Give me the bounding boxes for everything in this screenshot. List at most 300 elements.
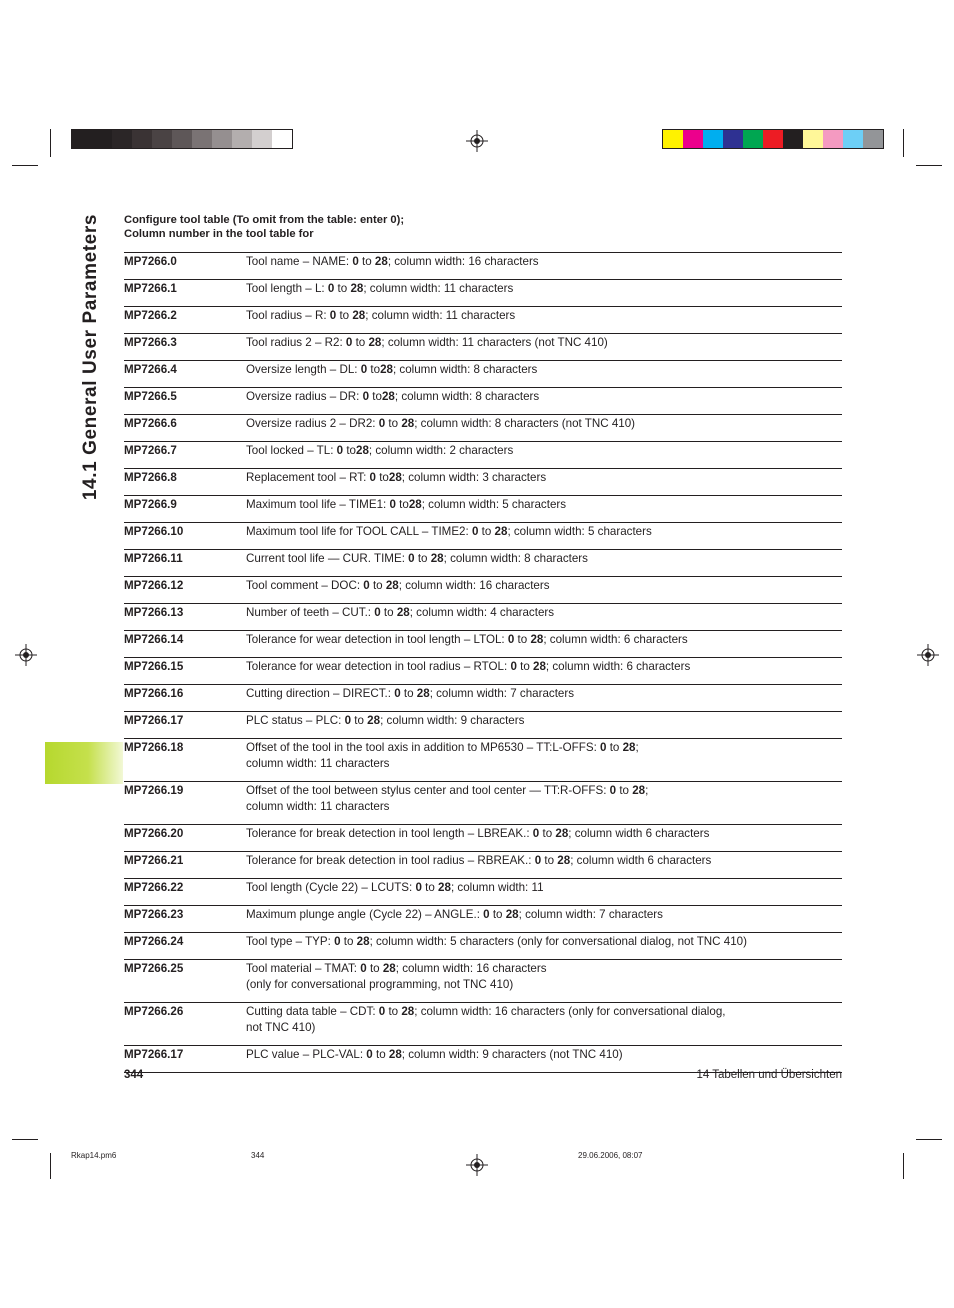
- parameter-description: [246, 523, 842, 550]
- parameter-code: MP7266.25: [124, 962, 184, 975]
- description-text: Cutting direction – DIRECT.:: [246, 687, 395, 700]
- description-text: ; column width: 8 characters: [443, 552, 588, 565]
- description-text: Tool type – TYP:: [246, 935, 335, 948]
- description-text: ; column width: 5 characters (only for conversational dialog, not TNC 410): [369, 935, 747, 948]
- parameter-description: [246, 442, 842, 469]
- parameter-description: [246, 739, 842, 782]
- table-row: [124, 906, 842, 933]
- parameter-code: MP7266.13: [124, 606, 184, 619]
- parameter-code: MP7266.5: [124, 390, 177, 403]
- parameter-code: MP7266.17: [124, 1048, 184, 1061]
- crop-mark: [903, 1153, 904, 1179]
- parameter-code: MP7266.26: [124, 1005, 184, 1018]
- description-line: [246, 713, 842, 729]
- section-title: 14.1 General User Parameters: [80, 214, 101, 501]
- table-row: [124, 825, 842, 852]
- description-text: ;: [635, 741, 639, 754]
- crop-mark: [50, 129, 51, 157]
- range-value: 28: [557, 854, 571, 867]
- description-text: to: [358, 255, 375, 268]
- parameter-description: [246, 496, 842, 523]
- parameter-code: MP7266.1: [124, 282, 177, 295]
- description-text: to: [489, 908, 506, 921]
- range-value: 28: [374, 255, 388, 268]
- range-value: 0: [363, 579, 370, 592]
- parameter-description: [246, 604, 842, 631]
- description-line: [246, 254, 842, 270]
- parameter-code: MP7266.8: [124, 471, 177, 484]
- parameter-code: MP7266.22: [124, 881, 184, 894]
- color-swatch: [723, 130, 743, 148]
- range-value: 28: [632, 784, 646, 797]
- color-swatch: [152, 130, 172, 148]
- table-row: [124, 415, 842, 442]
- description-line: [246, 443, 842, 459]
- parameter-description: [246, 825, 842, 852]
- description-text: ; column width: 16 characters (only for conversational dialog,: [414, 1005, 726, 1018]
- range-value: 0: [329, 309, 337, 322]
- range-value: 0: [600, 741, 607, 754]
- description-text: to: [380, 606, 397, 619]
- description-text: Replacement tool – RT:: [246, 471, 370, 484]
- chapter-tab: [45, 742, 123, 784]
- intro-line: Column number in the tool table for: [124, 228, 314, 240]
- description-text: to: [606, 741, 623, 754]
- description-text: Offset of the tool in the tool axis in addition to MP6530 – TT:L-OFFS:: [246, 741, 601, 754]
- range-value: 0: [408, 552, 415, 565]
- parameter-description: [246, 685, 842, 712]
- description-text: ; column width 6 characters: [570, 854, 712, 867]
- range-value: 0: [534, 854, 542, 867]
- crop-mark: [916, 1139, 942, 1140]
- description-line: (only for conversational programming, not TNC 410): [246, 978, 514, 991]
- chapter-footer: 14 Tabellen und Übersichten: [696, 1069, 842, 1081]
- description-text: Tool material – TMAT:: [246, 962, 361, 975]
- description-text: Tolerance for wear detection in tool radius – RTOL:: [246, 660, 511, 673]
- description-line: [246, 308, 842, 324]
- description-text: to: [478, 525, 495, 538]
- table-row: [124, 469, 842, 496]
- description-text: ;: [645, 784, 649, 797]
- color-swatch: [192, 130, 212, 148]
- description-text: Tolerance for break detection in tool radius – RBREAK.:: [246, 854, 535, 867]
- description-text: to: [395, 498, 409, 511]
- parameter-code: MP7266.17: [124, 714, 184, 727]
- description-text: Tolerance for wear detection in tool length – LTOL:: [246, 633, 508, 646]
- table-row: [124, 960, 842, 1003]
- description-line: [246, 416, 842, 432]
- table-row: [124, 361, 842, 388]
- description-text: Tool radius 2 – R2:: [246, 336, 346, 349]
- table-row: [124, 307, 842, 334]
- description-text: ; column width: 3 characters: [401, 471, 547, 484]
- parameter-code: MP7266.24: [124, 935, 184, 948]
- parameter-description: [246, 906, 842, 933]
- description-line: [246, 826, 842, 842]
- description-text: Tolerance for break detection in tool length – LBREAK.:: [246, 827, 533, 840]
- range-value: 28: [388, 471, 402, 484]
- description-text: to: [375, 471, 389, 484]
- description-text: to: [616, 784, 633, 797]
- description-text: PLC status – PLC:: [246, 714, 345, 727]
- color-swatch: [783, 130, 803, 148]
- range-value: 28: [381, 390, 395, 403]
- description-text: Current tool life — CUR. TIME:: [246, 552, 409, 565]
- parameter-description: [246, 879, 842, 906]
- description-text: Tool comment – DOC:: [246, 579, 364, 592]
- table-row: [124, 782, 842, 825]
- range-value: 28: [396, 606, 410, 619]
- color-swatch: [743, 130, 763, 148]
- description-line: not TNC 410): [246, 1021, 316, 1034]
- range-value: 0: [360, 363, 368, 376]
- range-value: 28: [368, 336, 382, 349]
- parameter-description: [246, 253, 842, 280]
- range-value: 0: [389, 498, 396, 511]
- description-line: [246, 1047, 842, 1063]
- range-value: 28: [352, 309, 366, 322]
- table-row: [124, 280, 842, 307]
- range-value: 28: [401, 1005, 415, 1018]
- range-value: 0: [378, 417, 386, 430]
- description-text: to: [352, 336, 369, 349]
- table-row: [124, 442, 842, 469]
- range-value: 0: [532, 827, 540, 840]
- color-swatch: [703, 130, 723, 148]
- range-value: 28: [622, 741, 636, 754]
- range-value: 28: [367, 714, 381, 727]
- description-line: [246, 335, 842, 351]
- description-text: Maximum tool life – TIME1:: [246, 498, 390, 511]
- crop-mark: [50, 1153, 51, 1179]
- description-text: Oversize radius 2 – DR2:: [246, 417, 379, 430]
- range-value: 28: [494, 525, 508, 538]
- range-value: 0: [415, 881, 422, 894]
- description-text: ; column width: 7 characters: [429, 687, 575, 700]
- parameter-description: [246, 960, 842, 1003]
- parameter-description: [246, 361, 842, 388]
- parameter-description: [246, 388, 842, 415]
- registration-mark-icon: [15, 644, 37, 666]
- description-text: ; column width: 16 characters: [395, 962, 547, 975]
- range-value: 0: [336, 444, 344, 457]
- description-text: Maximum tool life for TOOL CALL – TIME2:: [246, 525, 472, 538]
- table-row: [124, 496, 842, 523]
- table-row: [124, 334, 842, 361]
- description-text: ; column width: 9 characters (not TNC 410): [401, 1048, 623, 1061]
- parameter-code: MP7266.15: [124, 660, 184, 673]
- range-value: 28: [356, 444, 369, 457]
- parameter-code: MP7266.2: [124, 309, 177, 322]
- table-intro: [124, 213, 844, 241]
- range-value: 0: [507, 633, 515, 646]
- parameter-description: [246, 469, 842, 496]
- description-text: to: [367, 363, 381, 376]
- parameter-description: [246, 577, 842, 604]
- description-text: Offset of the tool between stylus center and tool center — TT:R-OFFS:: [246, 784, 610, 797]
- description-line: column width: 11 characters: [246, 757, 390, 770]
- description-text: ; column width: 8 characters (not TNC 410): [414, 417, 636, 430]
- description-text: to: [385, 417, 402, 430]
- color-swatch: [72, 130, 92, 148]
- crop-mark: [916, 165, 942, 166]
- color-swatch: [112, 130, 132, 148]
- parameter-description: [246, 1003, 842, 1046]
- slug-date: 29.06.2006, 08:07: [578, 1151, 643, 1160]
- range-value: 0: [609, 784, 617, 797]
- registration-mark-icon: [917, 644, 939, 666]
- parameter-code: MP7266.20: [124, 827, 184, 840]
- color-swatch: [232, 130, 252, 148]
- range-value: 0: [483, 908, 490, 921]
- range-value: 28: [408, 498, 422, 511]
- description-text: Oversize radius – DR:: [246, 390, 363, 403]
- description-text: to: [340, 935, 357, 948]
- parameter-description: [246, 307, 842, 334]
- range-value: 0: [471, 525, 479, 538]
- table-row: [124, 388, 842, 415]
- description-text: Tool length (Cycle 22) – LCUTS:: [246, 881, 416, 894]
- color-swatch: [803, 130, 823, 148]
- slug-page: 344: [251, 1151, 265, 1160]
- description-line: [246, 783, 842, 799]
- parameter-code: MP7266.7: [124, 444, 177, 457]
- range-value: 0: [366, 1048, 373, 1061]
- description-line: [246, 961, 842, 977]
- table-row: [124, 712, 842, 739]
- description-text: ; column width: 7 characters: [518, 908, 663, 921]
- description-line: [246, 934, 842, 950]
- parameter-code: MP7266.23: [124, 908, 184, 921]
- description-text: ; column width: 8 characters: [394, 390, 540, 403]
- range-value: 0: [334, 935, 341, 948]
- color-swatch: [663, 130, 683, 148]
- table-row: [124, 852, 842, 879]
- range-value: 0: [327, 282, 335, 295]
- description-text: to: [539, 827, 556, 840]
- table-row: [124, 577, 842, 604]
- range-value: 0: [510, 660, 517, 673]
- table-row: [124, 933, 842, 960]
- parameter-description: [246, 280, 842, 307]
- table-row: [124, 631, 842, 658]
- description-text: Tool name – NAME:: [246, 255, 353, 268]
- description-text: Number of teeth – CUT.:: [246, 606, 375, 619]
- color-swatch: [212, 130, 232, 148]
- description-text: to: [372, 1048, 389, 1061]
- color-swatch: [252, 130, 272, 148]
- description-text: Tool locked – TL:: [246, 444, 337, 457]
- description-text: to: [385, 1005, 402, 1018]
- description-text: to: [516, 660, 534, 673]
- description-text: ; column width: 11 characters: [365, 309, 516, 322]
- parameter-description: [246, 782, 842, 825]
- parameter-code: MP7266.9: [124, 498, 177, 511]
- description-text: to: [343, 444, 356, 457]
- grayscale-bar: [71, 129, 293, 149]
- range-value: 28: [430, 552, 444, 565]
- description-text: to: [366, 962, 383, 975]
- description-text: ; column width: 16 characters: [398, 579, 550, 592]
- range-value: 28: [356, 935, 370, 948]
- intro-line: Configure tool table (To omit from the table: enter 0);: [124, 214, 405, 226]
- parameter-code: MP7266.14: [124, 633, 184, 646]
- registration-mark-icon: [466, 130, 488, 152]
- color-swatch: [132, 130, 152, 148]
- color-swatch: [763, 130, 783, 148]
- parameter-description: [246, 712, 842, 739]
- parameter-code: MP7266.16: [124, 687, 184, 700]
- description-text: to: [336, 309, 353, 322]
- description-line: [246, 632, 842, 648]
- description-line: [246, 853, 842, 869]
- range-value: 28: [350, 282, 364, 295]
- table-row: [124, 879, 842, 906]
- description-text: to: [351, 714, 368, 727]
- parameter-description: [246, 631, 842, 658]
- description-text: ; column width: 11: [450, 881, 544, 894]
- description-line: [246, 470, 842, 486]
- description-text: to: [369, 390, 382, 403]
- description-text: ; column width: 9 characters: [380, 714, 525, 727]
- parameter-code: MP7266.0: [124, 255, 177, 268]
- description-text: to: [421, 881, 439, 894]
- description-text: Tool length – L:: [246, 282, 328, 295]
- description-text: ; column width: 5 characters: [421, 498, 567, 511]
- description-text: to: [400, 687, 417, 700]
- description-line: [246, 551, 842, 567]
- parameter-code: MP7266.10: [124, 525, 184, 538]
- range-value: 0: [360, 962, 367, 975]
- range-value: 0: [352, 255, 359, 268]
- parameter-table: [124, 252, 842, 1073]
- description-line: [246, 880, 842, 896]
- crop-mark: [12, 165, 38, 166]
- range-value: 28: [555, 827, 569, 840]
- table-row: [124, 739, 842, 782]
- range-value: 28: [385, 579, 399, 592]
- crop-mark: [12, 1139, 38, 1140]
- description-line: [246, 362, 842, 378]
- crop-mark: [903, 129, 904, 157]
- parameter-description: [246, 852, 842, 879]
- description-line: [246, 659, 842, 675]
- range-value: 28: [530, 633, 544, 646]
- page-number: 344: [124, 1069, 144, 1081]
- parameter-description: [246, 334, 842, 361]
- color-bar: [662, 129, 884, 149]
- description-text: ; column width: 4 characters: [409, 606, 555, 619]
- description-text: Tool radius – R:: [246, 309, 330, 322]
- parameter-description: [246, 550, 842, 577]
- description-text: Oversize length – DL:: [246, 363, 361, 376]
- description-line: [246, 497, 842, 513]
- range-value: 28: [401, 417, 415, 430]
- range-value: 0: [369, 471, 376, 484]
- description-text: ; column width: 8 characters: [392, 363, 538, 376]
- description-text: ; column width: 6 characters: [543, 633, 688, 646]
- table-row: [124, 685, 842, 712]
- table-row: [124, 523, 842, 550]
- parameter-code: MP7266.4: [124, 363, 177, 376]
- color-swatch: [863, 130, 883, 148]
- description-line: [246, 281, 842, 297]
- table-row: [124, 1003, 842, 1046]
- range-value: 0: [394, 687, 401, 700]
- range-value: 0: [345, 336, 353, 349]
- range-value: 28: [416, 687, 430, 700]
- parameter-code: MP7266.11: [124, 552, 183, 565]
- description-line: [246, 578, 842, 594]
- color-swatch: [683, 130, 703, 148]
- description-text: ; column width: 5 characters: [507, 525, 652, 538]
- description-text: ; column width: 11 characters (not TNC 410): [381, 336, 608, 349]
- parameter-code: MP7266.12: [124, 579, 184, 592]
- slug-filename: Rkap14.pm6: [71, 1151, 117, 1160]
- description-line: [246, 524, 842, 540]
- range-value: 0: [374, 606, 381, 619]
- range-value: 28: [438, 881, 451, 894]
- description-text: to: [541, 854, 558, 867]
- parameter-code: MP7266.21: [124, 854, 184, 867]
- color-swatch: [272, 130, 292, 148]
- description-line: [246, 686, 842, 702]
- description-line: column width: 11 characters: [246, 800, 390, 813]
- table-row: [124, 658, 842, 685]
- parameter-code: MP7266.6: [124, 417, 177, 430]
- description-line: [246, 1004, 842, 1020]
- description-line: [246, 389, 842, 405]
- description-text: to: [414, 552, 431, 565]
- range-value: 0: [378, 1005, 386, 1018]
- parameter-description: [246, 658, 842, 685]
- description-line: [246, 907, 842, 923]
- range-value: 28: [380, 363, 393, 376]
- table-row: [124, 604, 842, 631]
- description-line: [246, 740, 842, 756]
- parameter-code: MP7266.18: [124, 741, 184, 754]
- range-value: 28: [382, 962, 396, 975]
- description-text: to: [334, 282, 351, 295]
- description-text: ; column width: 16 characters: [387, 255, 539, 268]
- table-row: [124, 550, 842, 577]
- parameter-code: MP7266.19: [124, 784, 184, 797]
- range-value: 28: [533, 660, 546, 673]
- description-line: [246, 605, 842, 621]
- color-swatch: [823, 130, 843, 148]
- description-text: to: [514, 633, 531, 646]
- range-value: 28: [388, 1048, 402, 1061]
- description-text: ; column width 6 characters: [568, 827, 710, 840]
- description-text: ; column width: 11 characters: [363, 282, 514, 295]
- parameter-description: [246, 933, 842, 960]
- range-value: 28: [505, 908, 519, 921]
- range-value: 0: [344, 714, 352, 727]
- description-text: PLC value – PLC-VAL:: [246, 1048, 367, 1061]
- color-swatch: [843, 130, 863, 148]
- parameter-description: [246, 415, 842, 442]
- color-swatch: [172, 130, 192, 148]
- description-text: Cutting data table – CDT:: [246, 1005, 379, 1018]
- table-row: [124, 253, 842, 280]
- color-swatch: [92, 130, 112, 148]
- range-value: 0: [362, 390, 370, 403]
- description-text: to: [369, 579, 386, 592]
- description-text: ; column width: 6 characters: [545, 660, 691, 673]
- description-text: ; column width: 2 characters: [368, 444, 514, 457]
- registration-mark-icon: [466, 1154, 488, 1176]
- parameter-code: MP7266.3: [124, 336, 177, 349]
